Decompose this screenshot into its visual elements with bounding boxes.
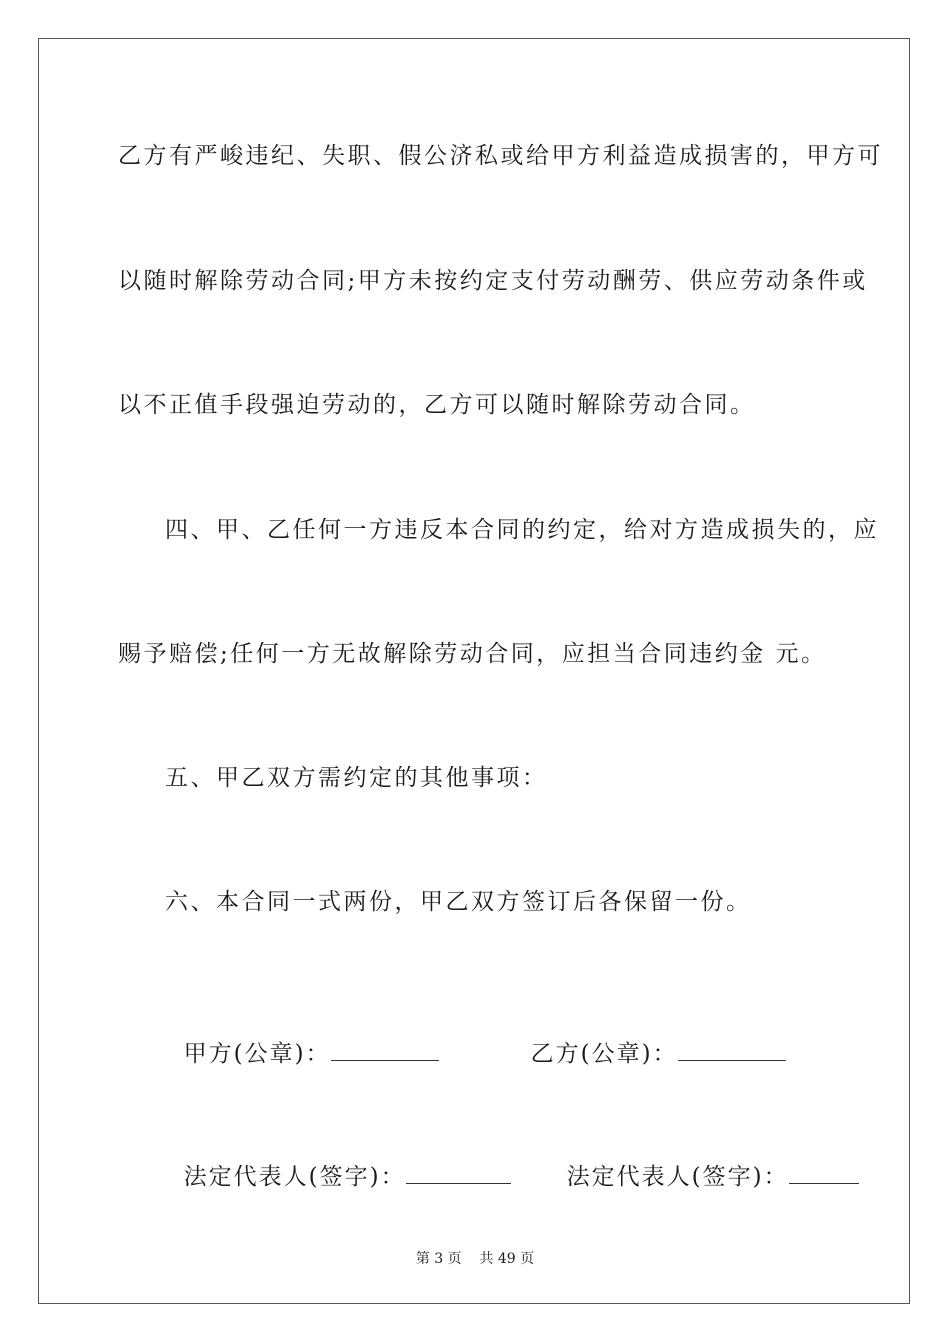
rep-b-row xyxy=(548,1132,859,1191)
paragraph-2-line-1: 四、甲、乙任何一方违反本合同的约定，给对方造成损失的，应 xyxy=(165,517,879,543)
paragraph-2-line-2: 赐予赔偿;任何一方无故解除劳动合同，应担当合同违约金 元。 xyxy=(118,641,827,667)
rep-a-label: 法定代表人(签字)： xyxy=(183,1164,406,1190)
paragraph-4: 六、本合同一式两份，甲乙双方签订后各保留一份。 xyxy=(165,889,752,915)
paragraph-1-line-3: 以不正值手段强迫劳动的，乙方可以随时解除劳动合同。 xyxy=(118,392,756,418)
party-a-seal-row xyxy=(165,1009,439,1068)
party-b-seal-blank[interactable] xyxy=(678,1040,786,1061)
party-b-seal-row xyxy=(512,1009,786,1068)
rep-b-blank[interactable] xyxy=(789,1163,859,1184)
paragraph-1-line-1: 乙方有严峻违纪、失职、假公济私或给甲方利益造成损害的，甲方可 xyxy=(118,143,883,169)
party-a-seal-label: 甲方(公章)： xyxy=(183,1041,331,1067)
rep-a-blank[interactable] xyxy=(406,1163,511,1184)
party-b-seal-label: 乙方(公章)： xyxy=(530,1041,678,1067)
page-number-footer: 第 3 页 共 49 页 xyxy=(415,1251,535,1267)
paragraph-3: 五、甲乙双方需约定的其他事项： xyxy=(165,765,548,791)
paragraph-1-line-2: 以随时解除劳动合同;甲方未按约定支付劳动酬劳、供应劳动条件或 xyxy=(118,268,868,294)
rep-b-label: 法定代表人(签字)： xyxy=(566,1164,789,1190)
party-a-seal-blank[interactable] xyxy=(331,1040,439,1061)
rep-a-row xyxy=(165,1132,511,1191)
page-border xyxy=(38,38,910,1304)
